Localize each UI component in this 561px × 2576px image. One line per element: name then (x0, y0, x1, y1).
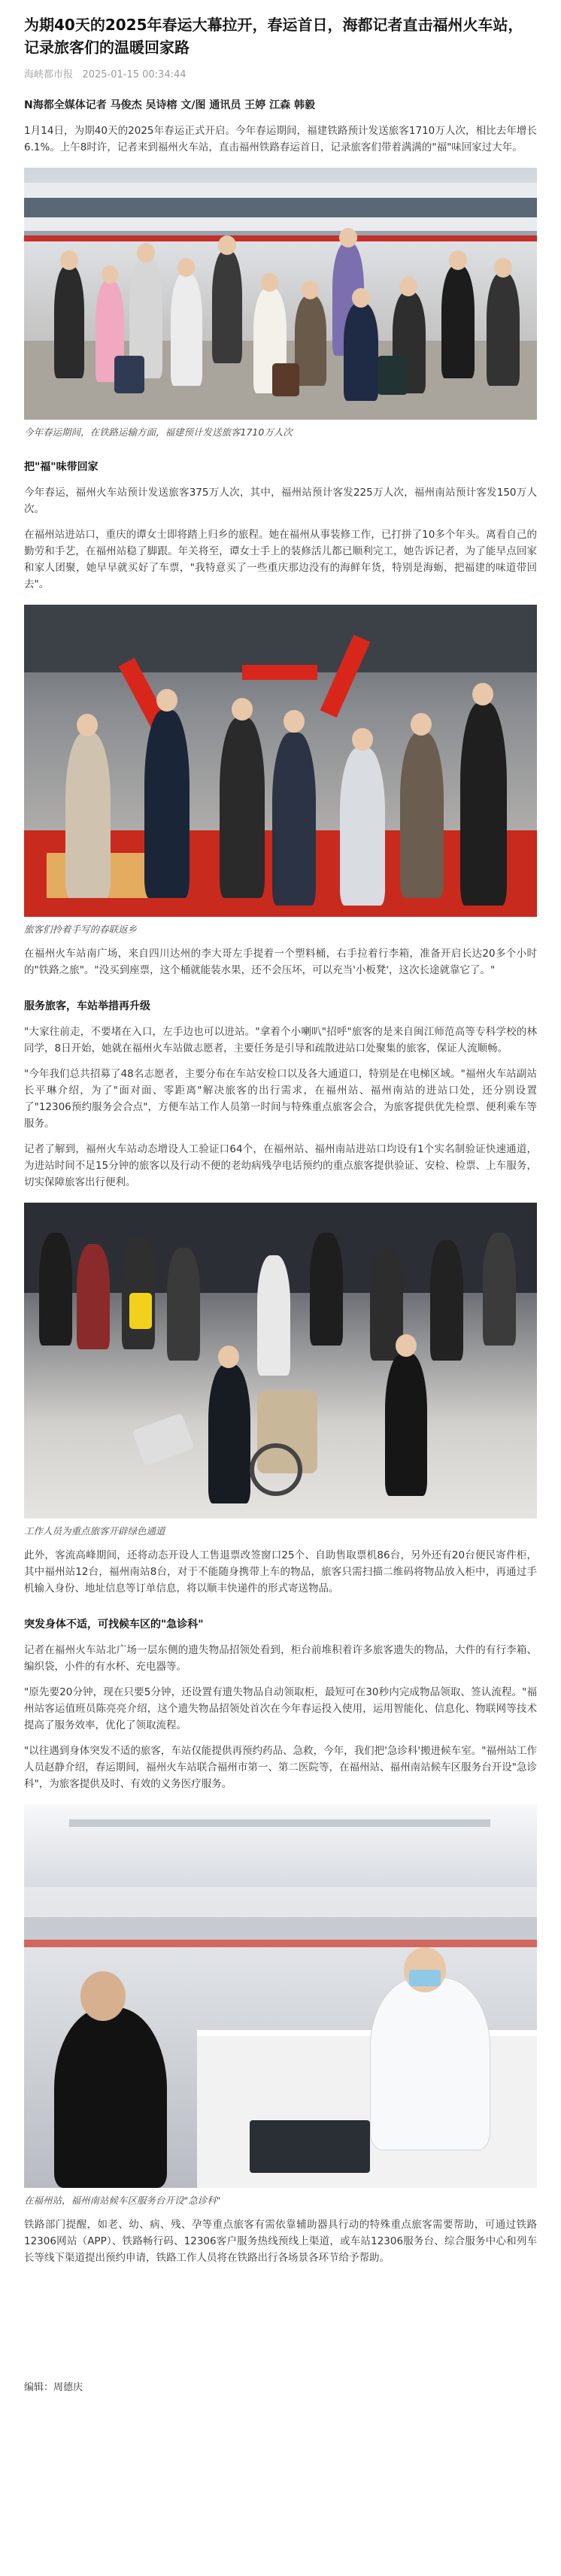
photo-1-caption: 今年春运期间，在铁路运输方面，福建预计发送旅客1710万人次 (24, 426, 293, 438)
photo-4 (24, 1804, 537, 2207)
source[interactable]: 海峡都市报 (24, 69, 74, 80)
section-2-paragraph-4: 此外，客流高峰期间，还将动态开设人工售退票改签窗口25个、自助售取票机86台，另外还有20台便民寄件柜，其中福州站12台，福州南站8台，对于不能随身携带上车的物品，旅客只需扫描二维码将物品放入柜中，再通过手机输入身份、地址信息等订单信息，将以顺丰快递件的形式寄送物品。 (24, 1549, 537, 1594)
byline: N海都全媒体记者 马俊杰 吴诗榕 文/图 通讯员 王婷 江森 韩毅 (24, 99, 315, 111)
section-1-heading: 把"福"味带回家 (24, 461, 99, 473)
section-1-paragraph-1: 今年春运，福州火车站预计发送旅客375万人次，其中，福州站预计客发225万人次，福州南站预计客发150万人次。 (24, 487, 537, 515)
photo-4-caption: 在福州站，福州南站候车区服务台开设"急诊科" (24, 2195, 221, 2206)
section-3-heading: 突发身体不适，可找候车区的"急诊科" (24, 1619, 204, 1631)
photo-3 (24, 1203, 537, 1538)
photo-2-caption: 旅客们拎着手写的春联返乡 (24, 924, 138, 935)
photo-3-caption: 工作人员为重点旅客开辟绿色通道 (24, 1525, 165, 1537)
section-2-paragraph-3: 记者了解到，福州火车站动态增设人工验证口64个，在福州站、福州南站进站口均设有1个实名制验证快速通道，为进站时间不足15分钟的旅客以及行动不便的老幼病残孕电话预约的重点旅客提供验证、安检、检票、上车服务，切实保障旅客出行便利。 (24, 1143, 537, 1188)
section-3-paragraph-1: 记者在福州火车站北广场一层东侧的遗失物品招领处看到，柜台前堆积着许多旅客遗失的物品，大件的有行李箱、编织袋，小件的有水杯、充电器等。 (24, 1644, 537, 1673)
section-2-heading: 服务旅客，车站举措再升级 (24, 1000, 150, 1012)
photo-2 (24, 605, 537, 936)
intro-paragraph: 1月14日，为期40天的2025年春运正式开启。今年春运期间，福建铁路预计发送旅客1710万人次，相比去年增长6.1%。上午8时许，记者来到福州火车站，直击福州铁路春运首日，记录旅客们带着满满的"福"味回家过大年。 (24, 125, 537, 153)
section-3-paragraph-3: "以往遇到身体突发不适的旅客，车站仅能提供再预约药品、急救，今年，我们把'急诊科'搬进候车室。"福州站工作人员赵静介绍，春运期间，福州火车站联合福州市第一、第二医院等，在福州站、福州南站候车区服务台开设"急诊科"，为旅客提供及时、有效的义务医疗服务。 (24, 1745, 537, 1790)
section-2-paragraph-2: "今年我们总共招募了48名志愿者，主要分布在车站安检口以及各大通道口，特别是在电梯区域。"福州火车站副站长平琳介绍，为了"面对面、零距离"解决旅客的出行需求，在福州站、福州南站的进站口处，还分别设置了"12306预约服务会合点"，方便车站工作人员第一时间与特殊重点旅客会合，为旅客提供优先检票、便利乘车等服务。 (24, 1068, 537, 1130)
editor: 编辑：周德庆 (24, 2382, 83, 2393)
article-meta (24, 66, 537, 80)
photo-1 (24, 168, 537, 439)
section-3-paragraph-4: 铁路部门提醒，如老、幼、病、残、孕等重点旅客有需依靠辅助器具行动的特殊重点旅客需要帮助，可通过铁路12306网站（APP）、铁路畅行码、12306客户服务热线预线上渠道，或车站12306服务台、综合服务中心和列车长等线下渠道提出预约申请，铁路工作人员将在铁路出行各场景各环节给予帮助。 (24, 2219, 537, 2264)
article-title: 为期40天的2025年春运大幕拉开，春运首日，海都记者直击福州火车站，记录旅客们的温暖回家路 (24, 16, 523, 56)
clinic-photo (24, 1804, 537, 2188)
section-1-paragraph-2: 在福州站进站口，重庆的谭女士即将踏上归乡的旅程。她在福州从事装修工作，已打拼了10多个年头。离看自己的勤劳和手艺，在福州站稳了脚跟。年关将至，谭女士手上的装修活儿都已顺利完工，她告诉记者，为了能早点回家和家人团聚，她早早就买好了车票，"我特意买了一些重庆那边没有的海鲜年货，特别是海蛎，把福建的味道带回去"。 (24, 529, 537, 590)
section-1-paragraph-3: 在福州火车站南广场，来自四川达州的李大哥左手提着一个塑料桶，右手拉着行李箱，准备开启长达20多个小时的"铁路之旅"。"没买到座票，这个桶就能装水果，还不会压坏，可以充当'小板凳'，这次长途就靠它了。" (24, 948, 537, 976)
section-3-paragraph-2: "原先要20分钟，现在只要5分钟，还设置有遗失物品自动领取柜，最短可在30秒内完成物品领取、签认流程。"福州站客运值班员陈亮亮介绍，这个遗失物品招领处首次在今年春运投入使用，运用智能化、信息化、物联网等技术提高了服务效率，优化了领取流程。 (24, 1686, 537, 1731)
green-channel-photo (24, 1203, 537, 1519)
couplets-photo (24, 605, 537, 917)
publish-time: 2025-01-15 00:34:44 (82, 69, 186, 80)
section-2-paragraph-1: "大家往前走，不要堵在入口，左手边也可以进站。"拿着个小喇叭"招呼"旅客的是来自闽江师范高等专科学校的林同学，8日开始，她就在福州火车站做志愿者，主要任务是引导和疏散进站口处聚集的旅客，保证人流顺畅。 (24, 1026, 537, 1054)
platform-photo (24, 168, 537, 420)
